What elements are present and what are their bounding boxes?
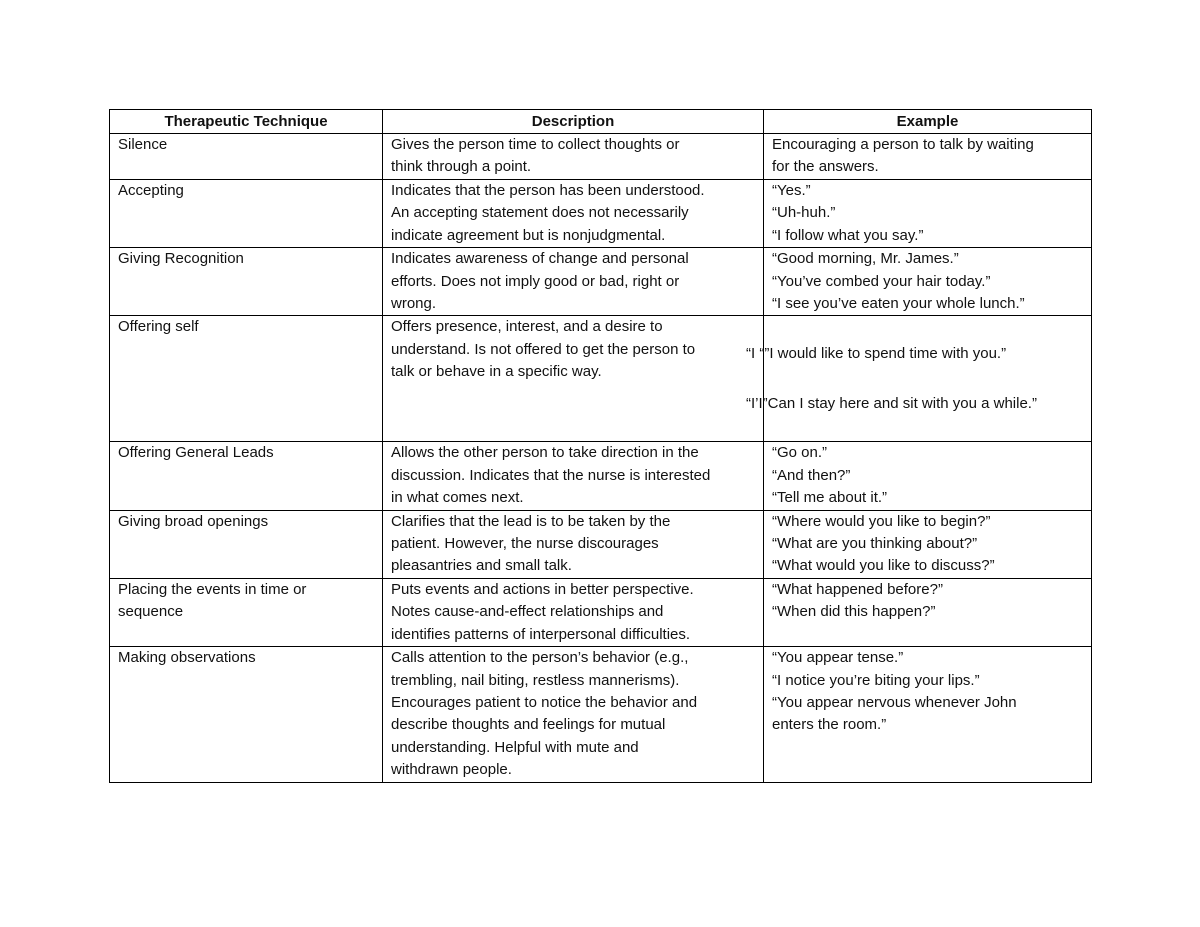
example-text: “What are you thinking about?” [772,535,978,553]
technique-text: Giving Recognition [118,250,244,268]
description-text: in what comes next. [391,489,524,507]
description-cell [383,647,764,782]
example-text: Encouraging a person to talk by waiting [772,136,1034,153]
example-text: “You appear nervous whenever John [772,693,1017,711]
description-text: An accepting statement does not necessarily [391,204,689,222]
example-text: “When did this happen?” [772,603,936,621]
description-text: wrong. [391,295,437,313]
table-row [110,510,1092,578]
example-text: “You’ve combed your hair today.” [772,272,991,290]
description-text: patient. However, the nurse discourages [391,535,659,553]
table-row [110,180,1092,248]
example-cell [764,248,1092,316]
technique-text: Offering self [118,318,199,336]
table-row [110,248,1092,316]
example-text: “Good morning, Mr. James.” [772,250,959,268]
description-text: indicate agreement but is nonjudgmental. [391,226,666,244]
description-text: Clarifies that the lead is to be taken by the [391,512,671,530]
example-block [746,316,1083,441]
description-text: understand. Is not offered to get the person to [391,340,696,358]
technique-text: Offering General Leads [118,444,274,462]
technique-text: Making observations [118,649,256,667]
example-text: “Uh-huh.” [772,204,836,222]
description-cell [383,442,764,510]
table-row [110,442,1092,510]
description-text: Gives the person time to collect thoughts or [391,136,680,153]
example-cell [764,134,1092,180]
example-text: “Yes.” [772,182,811,199]
table-row [110,316,1092,442]
technique-text: Placing the events in time or [118,580,307,598]
technique-text: sequence [118,603,184,621]
example-text: “You appear tense.” [772,649,904,667]
description-text: describe thoughts and feelings for mutual [391,716,666,734]
example-text: “What happened before?” [772,580,943,598]
description-text: Notes cause-and-effect relationships and [391,603,664,621]
description-text: Indicates awareness of change and personal [391,250,689,268]
example-cell [764,510,1092,578]
description-cell [383,510,764,578]
technique-cell [110,442,383,510]
description-text: discussion. Indicates that the nurse is interested [391,466,711,484]
description-text: talk or behave in a specific way. [391,363,602,381]
table-row [110,134,1092,180]
technique-cell [110,316,383,442]
description-text: identifies patterns of interpersonal difficulties. [391,625,691,643]
description-text: Calls attention to the person’s behavior (e.g., [391,649,689,667]
description-cell [383,134,764,180]
description-text: pleasantries and small talk. [391,557,572,575]
description-cell [383,578,764,646]
therapeutic-techniques-table [109,109,1092,783]
technique-cell [110,510,383,578]
technique-text: Accepting [118,182,184,199]
description-text: Puts events and actions in better perspective. [391,580,694,598]
technique-text: Silence [118,136,168,153]
table-row [110,578,1092,646]
technique-cell [110,248,383,316]
description-text: Allows the other person to take direction in the [391,444,699,462]
table-row [110,647,1092,782]
example-cell [764,442,1092,510]
example-cell [764,578,1092,646]
header-description: Description [383,110,764,134]
example-text: “Go on.” [772,444,828,462]
technique-text: Giving broad openings [118,512,269,530]
example-text: “I’I”Can I stay here and sit with you a while.” [746,395,1037,413]
example-text: “I follow what you say.” [772,226,924,244]
description-text: Indicates that the person has been understood. [391,182,705,199]
example-cell [764,647,1092,782]
example-cell [764,180,1092,248]
description-text: efforts. Does not imply good or bad, right or [391,272,680,290]
description-cell [383,248,764,316]
description-text: trembling, nail biting, restless mannerisms). [391,671,680,689]
example-text: “Tell me about it.” [772,489,888,507]
technique-cell [110,647,383,782]
description-text: understanding. Helpful with mute and [391,738,639,756]
example-text: “I notice you’re biting your lips.” [772,671,980,689]
description-text: Encourages patient to notice the behavior and [391,693,698,711]
description-cell [383,180,764,248]
header-technique: Therapeutic Technique [110,110,383,134]
description-text: think through a point. [391,158,532,176]
description-cell [383,316,764,442]
technique-cell [110,180,383,248]
technique-cell [110,578,383,646]
example-cell [746,316,1092,442]
table-header-row [110,110,1092,134]
example-text: “I see you’ve eaten your whole lunch.” [772,295,1025,313]
technique-cell [110,134,383,180]
example-text: “I “”I would like to spend time with you.” [746,345,1007,363]
description-text: withdrawn people. [391,761,512,779]
description-text: Offers presence, interest, and a desire to [391,318,663,336]
example-text: “What would you like to discuss?” [772,557,995,575]
example-text: “Where would you like to begin?” [772,512,991,530]
example-text: “And then?” [772,466,851,484]
example-text: for the answers. [772,158,879,176]
example-text: enters the room.” [772,716,887,734]
header-example: Example [764,110,1092,134]
